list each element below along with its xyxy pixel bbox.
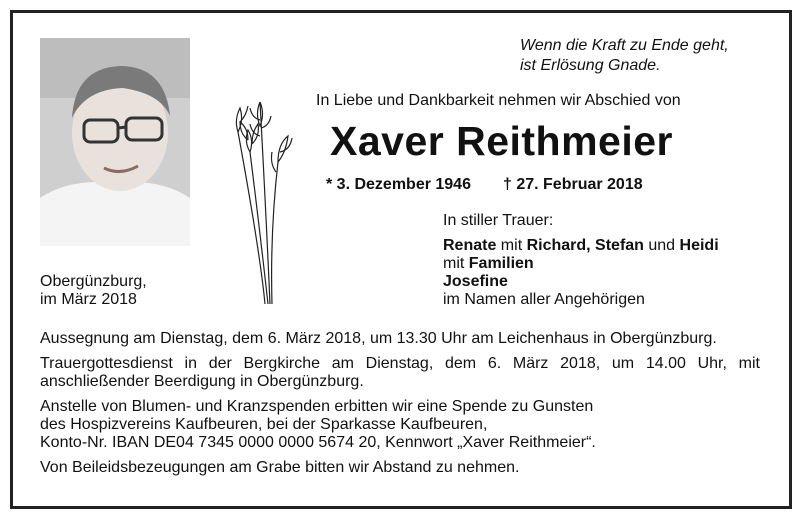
death-date: † 27. Februar 2018 xyxy=(502,176,643,193)
deceased-name: Xaver Reithmeier xyxy=(330,118,674,164)
date: im März 2018 xyxy=(40,291,137,308)
funeral-details xyxy=(40,330,760,484)
mourners-block xyxy=(443,212,719,309)
wheat-illustration xyxy=(220,92,300,307)
birth-date: * 3. Dezember 1946 xyxy=(326,176,471,193)
mourner-line-3: Josefine xyxy=(443,273,508,290)
blessing-info: Aussegnung am Dienstag, dem 6. März 2018, um 13.30 Uhr am Leichenhaus in Obergünzburg. xyxy=(40,330,717,347)
life-dates xyxy=(326,176,643,194)
motto-quote xyxy=(520,36,760,76)
mourner-line-1: Renate mit Richard, Stefan und Heidi xyxy=(443,237,719,254)
mourner-line-2: mit Familien xyxy=(443,255,534,272)
place: Obergünzburg, xyxy=(40,273,147,290)
service-info: Trauergottesdienst in der Bergkirche am Dienstag, dem 6. März 2018, um 14.00 Uhr, mit anschließender Beerdigung in Obergünzburg. xyxy=(40,355,760,390)
donation-info: Anstelle von Blumen- und Kranzspenden erbitten wir eine Spende zu Gunsten des Hospizvereins Kaufbeuren, bei der Sparkasse Kaufbeuren, Konto-Nr. IBAN DE04 7345 0000 0000 5674 20, Kennwort „Xaver Reithmeier“. xyxy=(40,398,596,451)
farewell-intro: In Liebe und Dankbarkeit nehmen wir Abschied von xyxy=(316,92,681,109)
place-and-date xyxy=(40,273,147,309)
motto-line-1: Wenn die Kraft zu Ende geht, xyxy=(520,37,729,54)
mourner-line-4: im Namen aller Angehörigen xyxy=(443,291,645,308)
portrait-photo xyxy=(40,38,190,246)
motto-line-2: ist Erlösung Gnade. xyxy=(520,57,661,74)
condolence-info: Von Beileidsbezeugungen am Grabe bitten wir Abstand zu nehmen. xyxy=(40,459,520,476)
mourning-heading: In stiller Trauer: xyxy=(443,212,554,229)
